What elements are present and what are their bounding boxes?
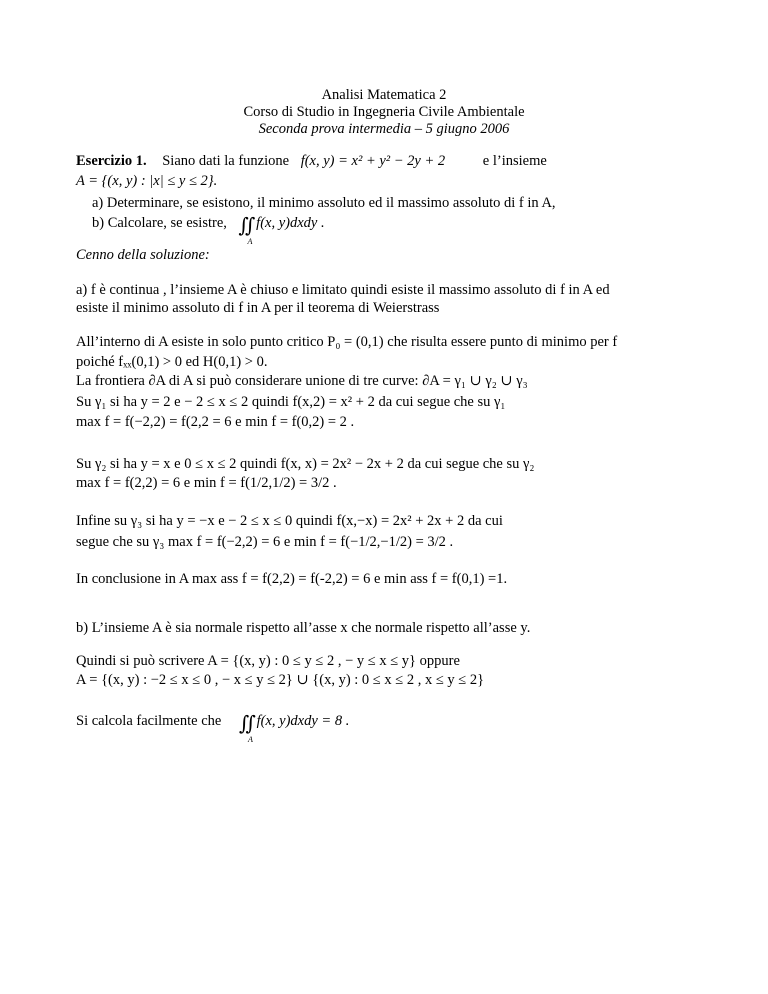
exercise-label: Esercizio 1.: [76, 153, 147, 169]
set-connector: e l’insieme: [482, 153, 547, 169]
task-b: [92, 214, 325, 246]
integrand: f(x, y)dxdy .: [256, 215, 325, 231]
part-b-line: b) L’insieme A è sia normale rispetto all’asse x che normale rispetto all’asse y.: [76, 620, 531, 636]
gamma3-line-2: segue che su γ₃ max f = f(−2,2) = 6 e min f = f(−1/2,−1/2) = 3/2 .: [76, 534, 454, 550]
calc-prefix: Si calcola facilmente che: [76, 713, 222, 729]
gamma1-line-2: max f = f(−2,2) = f(2,2 = 6 e min f = f(0,2) = 2 .: [76, 414, 355, 430]
frontier-line: La frontiera ∂A di A si può considerare unione di tre curve: ∂A = γ₁ ∪ γ₂ ∪ γ₃: [76, 373, 528, 389]
part-a-line-2: esiste il minimo assoluto di f in A per il teorema di Weierstrass: [76, 300, 440, 316]
gamma1-line-1: Su γ₁ si ha y = 2 e − 2 ≤ x ≤ 2 quindi f(x,2) = x² + 2 da cui segue che su γ₁: [76, 394, 506, 410]
task-b-text: b) Calcolare, se esistre,: [92, 215, 227, 231]
course-title: Analisi Matematica 2: [321, 87, 447, 103]
region-line-2: A = {(x, y) : −2 ≤ x ≤ 0 , − x ≤ y ≤ 2} ∪ {(x, y) : 0 ≤ x ≤ 2 , x ≤ y ≤ 2}: [76, 672, 485, 688]
task-a: a) Determinare, se esistono, il minimo assoluto ed il massimo assoluto di f in A,: [92, 195, 556, 211]
set-definition: A = {(x, y) : |x| ≤ y ≤ 2}.: [76, 173, 218, 189]
exercise-intro: Siano dati la funzione: [162, 153, 290, 169]
critical-point-line-1: All’interno di A esiste in solo punto critico P₀ = (0,1) che risulta essere punto di minimo per f: [76, 334, 618, 350]
part-a-line-1: a) f è continua , l’insieme A è chiuso e limitato quindi esiste il massimo assoluto di f in A ed: [76, 282, 610, 298]
gamma3-line-1: Infine su γ₃ si ha y = −x e − 2 ≤ x ≤ 0 quindi f(x,−x) = 2x² + 2x + 2 da cui: [76, 513, 503, 529]
exam-title: Seconda prova intermedia – 5 giugno 2006: [258, 121, 510, 137]
gamma2-line-2: max f = f(2,2) = 6 e min f = f(1/2,1/2) = 3/2 .: [76, 475, 337, 491]
region-line-1: Quindi si può scrivere A = {(x, y) : 0 ≤ y ≤ 2 , − y ≤ x ≤ y} oppure: [76, 653, 460, 669]
function-expression: f(x, y) = x² + y² − 2y + 2: [300, 153, 446, 169]
solution-heading: Cenno della soluzione:: [76, 247, 210, 263]
conclusion-line: In conclusione in A max ass f = f(2,2) = f(-2,2) = 6 e min ass f = f(0,1) =1.: [76, 571, 508, 587]
program-title: Corso di Studio in Ingegneria Civile Ambientale: [243, 104, 525, 120]
double-integral-symbol: ∬ A: [238, 713, 253, 744]
integral-result: f(x, y)dxdy = 8 .: [256, 713, 350, 729]
double-integral-symbol: ∬ A: [238, 215, 253, 246]
gamma2-line-1: Su γ₂ si ha y = x e 0 ≤ x ≤ 2 quindi f(x, x) = 2x² − 2x + 2 da cui segue che su γ₂: [76, 456, 535, 472]
exercise-statement: [76, 152, 547, 170]
critical-point-line-2: poiché fₓₓ(0,1) > 0 ed H(0,1) > 0.: [76, 354, 268, 370]
integral-result-line: [76, 712, 350, 744]
